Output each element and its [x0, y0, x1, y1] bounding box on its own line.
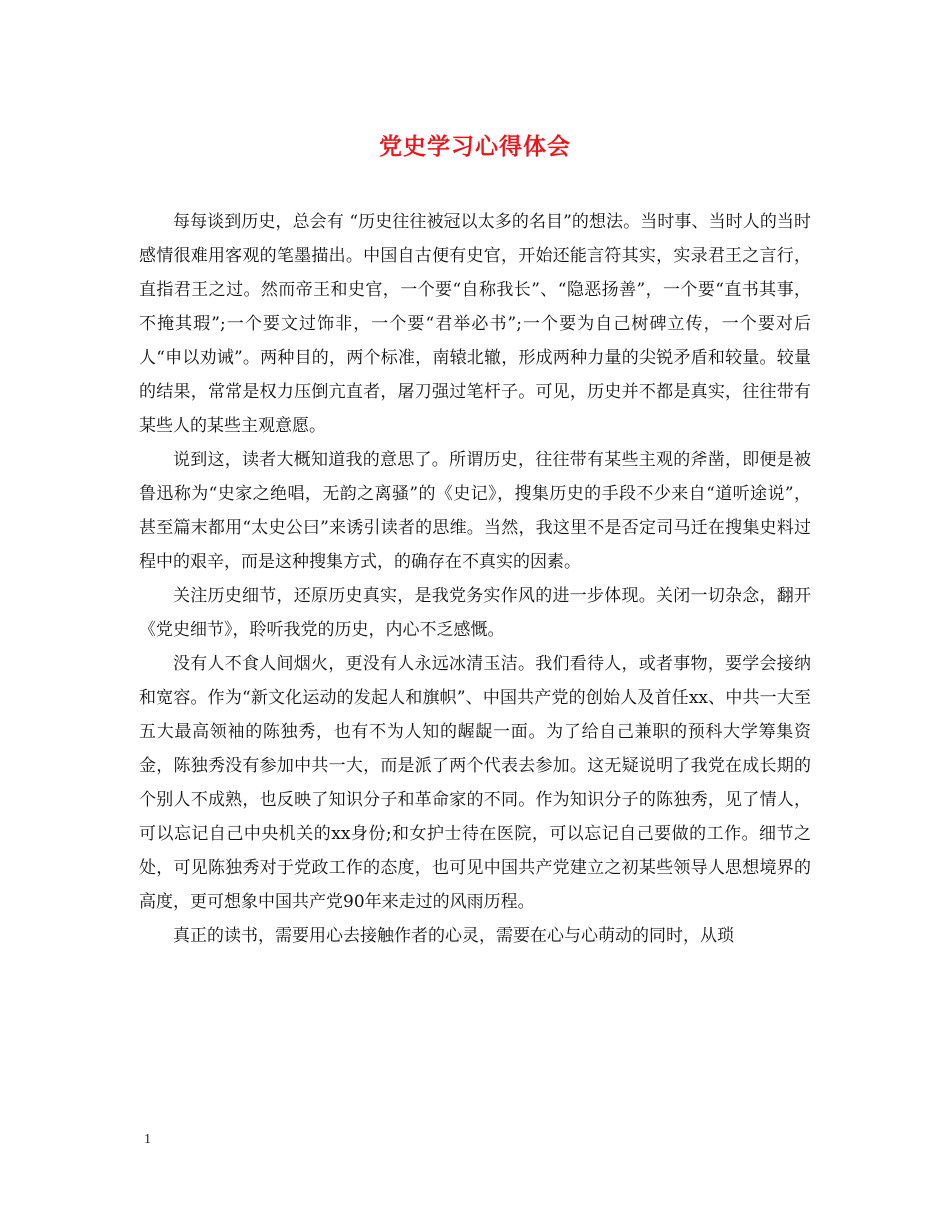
paragraph: 没有人不食人间烟火，更没有人永远冰清玉洁。我们看待人，或者事物，要学会接纳和宽容。作为“新文化运动的发起人和旗帜”、中国共产党的创始人及首任xx、中共一大至五大最高领袖的陈独秀，也有不为人知的龌龊一面。为了给自己兼职的预科大学筹集资金，陈独秀没有参加中共一大，而是派了两个代表去参加。这无疑说明了我党在成长期的个别人不成熟，也反映了知识分子和革命家的不同。作为知识分子的陈独秀，见了情人，可以忘记自己中央机关的xx身份;和女护士待在医院，可以忘记自己要做的工作。细节之处，可见陈独秀对于党政工作的态度，也可见中国共产党建立之初某些领导人思想境界的高度，更可想象中国共产党90年来走过的风雨历程。: [139, 654, 811, 912]
paragraph: 真正的读书，需要用心去接触作者的心灵，需要在心与心萌动的同时，从琐: [173, 926, 734, 946]
document-body: [139, 205, 811, 953]
paragraph: 说到这，读者大概知道我的意思了。所谓历史，往往带有某些主观的斧凿，即便是被鲁迅称为“史家之绝唱，无韵之离骚”的《史记》，搜集历史的手段不少来自“道听途说”，甚至篇末都用“太史公曰”来诱引读者的思维。当然，我这里不是否定司马迁在搜集史料过程中的艰辛，而是这种搜集方式，的确存在不真实的因素。: [139, 450, 811, 572]
document-title: 党史学习心得体会: [379, 133, 571, 160]
page-number: 1: [144, 1132, 151, 1147]
paragraph: 每每谈到历史，总会有 “历史往往被冠以太多的名目”的想法。当时事、当时人的当时感情很难用客观的笔墨描出。中国自古便有史官，开始还能言符其实，实录君王之言行，直指君王之过。然而帝王和史官，一个要“自称我长”、“隐恶扬善”，一个要“直书其事，不掩其瑕”;一个要文过饰非，一个要“君举必书”;一个要为自己树碑立传，一个要对后人“申以劝诫”。两种目的，两个标准，南辕北辙，形成两种力量的尖锐矛盾和较量。较量的结果，常常是权力压倒亢直者，屠刀强过笔杆子。可见，历史并不都是真实，往往带有某些人的某些主观意愿。: [139, 212, 811, 436]
paragraph: 关注历史细节，还原历史真实，是我党务实作风的进一步体现。关闭一切杂念，翻开《党史细节》，聆听我党的历史，内心不乏感慨。: [139, 586, 811, 640]
